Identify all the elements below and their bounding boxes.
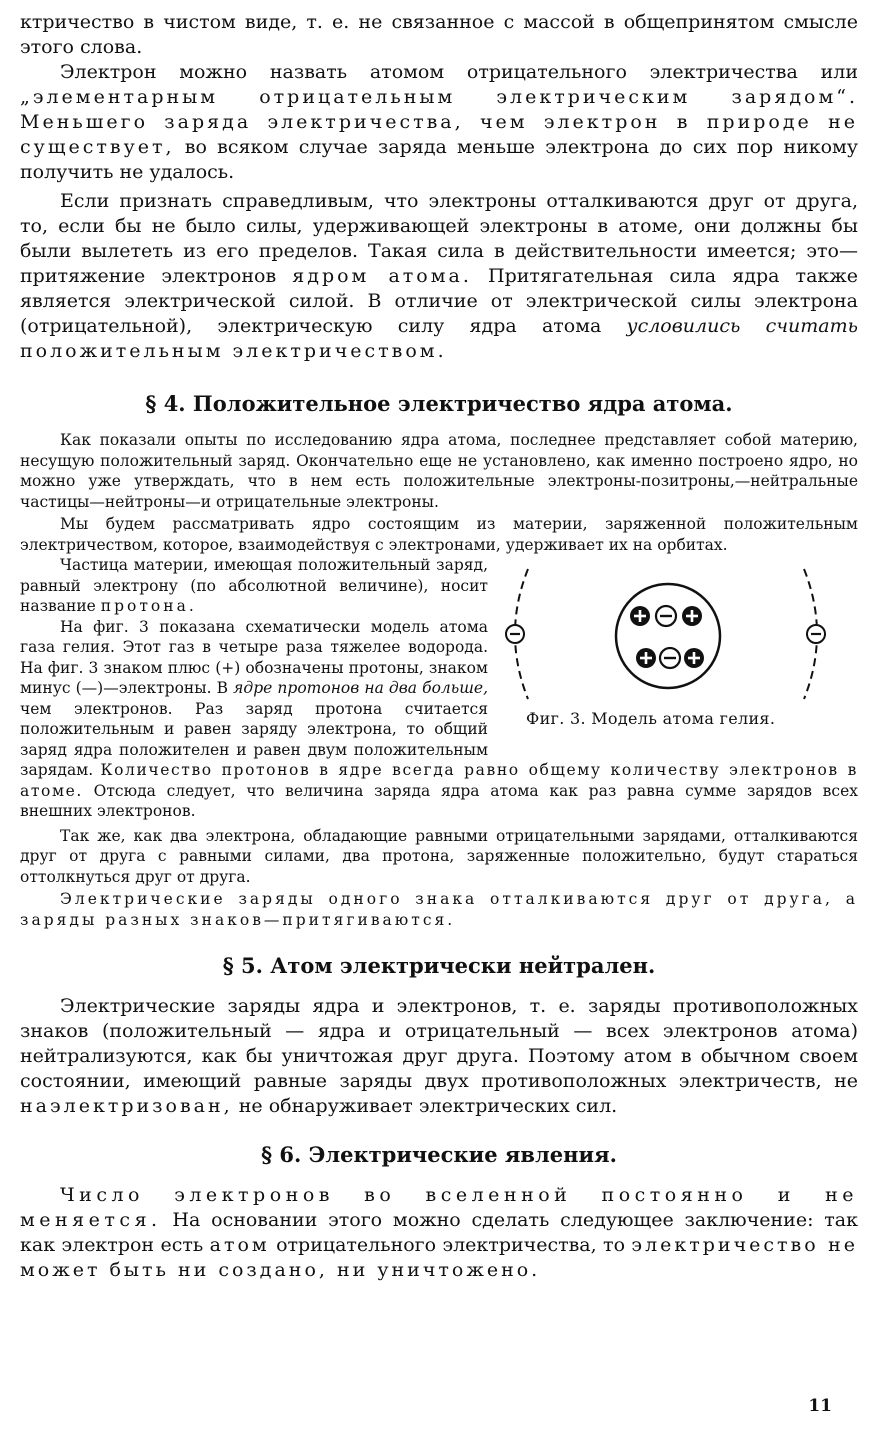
spaced-emphasis: атом xyxy=(209,1234,270,1256)
text-run: Электрон можно назвать атомом отрицательного электричества или xyxy=(60,61,858,83)
italic-emphasis: условились считать xyxy=(626,315,858,337)
figure-caption: Фиг. 3. Модель атома гелия. xyxy=(526,709,776,728)
spaced-emphasis: Количество протонов в ядре всегда равно общему количеству электронов в атоме. xyxy=(20,761,858,800)
spaced-emphasis: Число электронов во вселенной постоянно и не меняется. xyxy=(20,1184,858,1231)
section-5-heading: § 5. Атом электрически нейтрален. xyxy=(222,953,656,978)
section-6-paragraph xyxy=(20,1183,858,1283)
figure-3 xyxy=(502,559,858,743)
helium-atom-diagram xyxy=(502,559,858,709)
spaced-emphasis: ядром атома. xyxy=(292,265,472,287)
paragraph-nucleus-attraction xyxy=(20,189,858,364)
section-5-paragraph xyxy=(20,994,858,1119)
text-run: чем электронов. Раз заряд протона считается положительным и равен заряду электрона, то общий заряд ядра положителен и равен двум положительным зарядам. xyxy=(20,699,488,779)
nucleus xyxy=(616,584,720,688)
text-run: Электрические заряды ядра и электронов, т. е. заряды противоположных знаков (положительный — ядра и отрицательный — всех электронов атома) нейтрализуются, как бы уничтожая друг друга. Поэтому атом в обычном своем состоянии, имеющий равные заряды двух противоположных электричеств, не xyxy=(20,995,858,1092)
paragraph-electron-atom xyxy=(20,60,858,185)
section-6-heading: § 6. Электрические явления. xyxy=(261,1142,617,1167)
page-number: 11 xyxy=(808,1396,832,1416)
text-run: На основании этого можно сделать следующее заключение: так как электрон есть xyxy=(20,1209,858,1256)
italic-emphasis: ядре протонов на два больше, xyxy=(233,679,488,697)
section-4-paragraph-repulsion: Так же, как два электрона, обладающие равными отрицательными зарядами, отталкиваются друг от друга с равными силами, два протона, заряженные положительно, будут стараться оттолкнуться друг от друга. xyxy=(20,826,858,886)
section-4-paragraph-2: Мы будем рассматривать ядро состоящим из материи, заряженной положительным электричеством, которое, взаимодействуя с электронами, удерживает их на орбитах. xyxy=(20,515,858,554)
text-run: Притягательная сила ядра также является электрической силой. В отличие от электрической силы электрона (отрицательной), электрическую силу ядра атома xyxy=(20,265,858,337)
spaced-emphasis: электричество не может быть ни создано, ни уничтожено. xyxy=(20,1234,858,1281)
text-run: Частица материи, имеющая положительный заряд, равный электрону (по абсолютной величине), носит название xyxy=(20,556,488,615)
section-4-paragraph-1: Как показали опыты по исследованию ядра атома, последнее представляет собой материю, несущую положительный заряд. Окончательно еще не установлено, как именно построено ядро, но можно уже утверждать, что в нем есть положительные электроны-позитроны,—нейтральные частицы—нейтроны—и отрицательные электроны. xyxy=(20,431,858,511)
text-run: отрицательного электричества, то xyxy=(269,1234,632,1256)
figure-wrap-block xyxy=(20,555,858,822)
spaced-emphasis: протона. xyxy=(100,597,197,615)
text-run: не обнаруживает электрических сил. xyxy=(232,1095,618,1117)
paragraph-continuation: ктричество в чистом виде, т. е. не связанное с массой в общепринятом смысле этого слова. xyxy=(20,11,858,58)
section-4-heading: § 4. Положительное электричество ядра атома. xyxy=(145,391,733,416)
spaced-emphasis: „элементарным отрицательным электрическим зарядом“. Меньшего заряда электричества, чем электрон в природе не существует, xyxy=(20,86,858,158)
text-run: Если признать справедливым, что электроны отталкиваются друг от друга, то, если бы не было силы, удерживающей электроны в атоме, они должны бы были вылететь из его пределов. Такая сила в действительности имеется; это—притяжение электронов xyxy=(20,190,858,287)
text-run: На фиг. 3 показана схематически модель атома газа гелия. Этот газ в четыре раза тяжелее водорода. На фиг. 3 знаком плюс (+) обозначены протоны, знаком минус (—)—электроны. В xyxy=(20,617,488,697)
text-run: во всяком случае заряда меньше электрона до сих пор никому получить не удалось. xyxy=(20,136,858,183)
text-run: Отсюда следует, что величина заряда ядра атома как раз равна сумме зарядов всех внешних электронов. xyxy=(20,781,858,820)
spaced-emphasis: наэлектризован, xyxy=(20,1095,233,1117)
section-4-law-statement: Электрические заряды одного знака отталкиваются друг от друга, а заряды разных знаков—притягиваются. xyxy=(20,890,858,929)
spaced-emphasis: положительным электричеством. xyxy=(20,340,447,362)
